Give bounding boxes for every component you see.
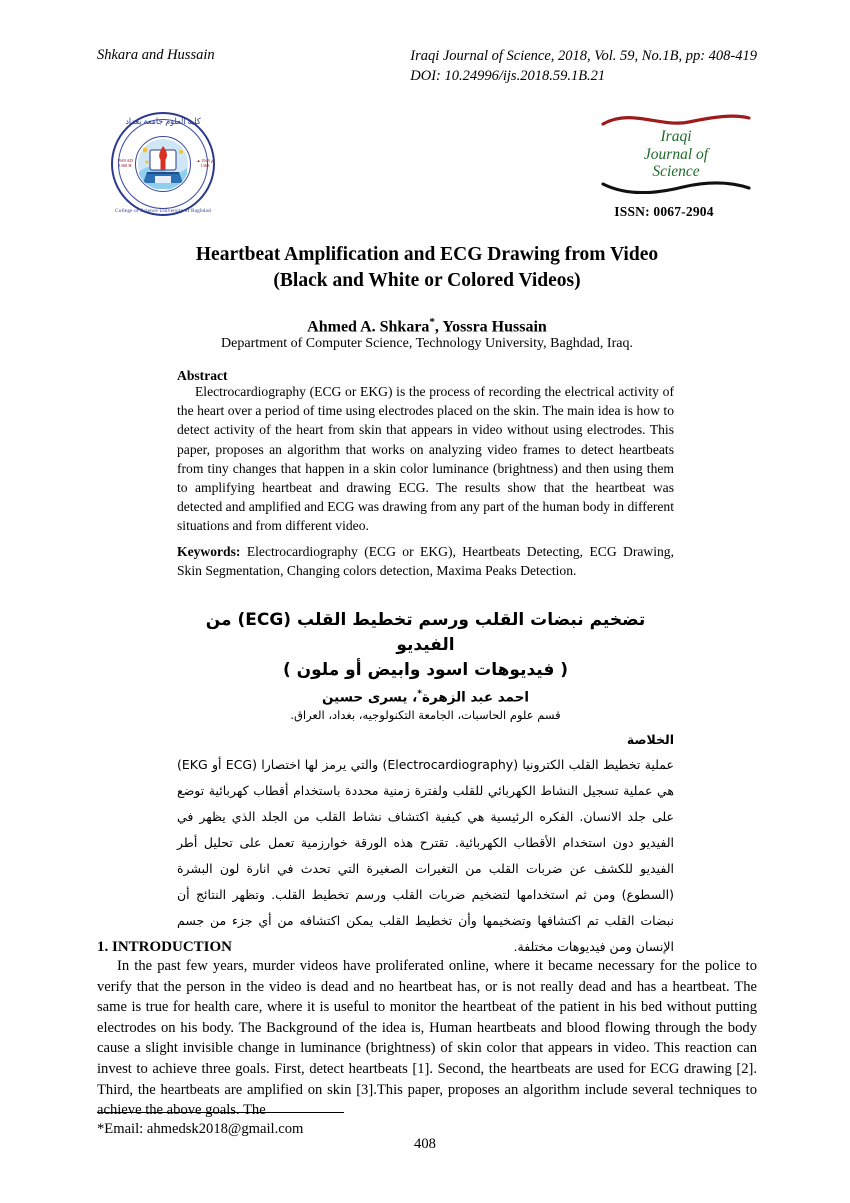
journal-logo-line1: Iraqi <box>660 128 692 145</box>
seal-torch-emblem <box>137 138 189 190</box>
arabic-author-list <box>177 684 674 708</box>
journal-citation-line: Iraqi Journal of Science, 2018, Vol. 59, No.1B, pp: 408-419 <box>410 48 757 64</box>
running-head <box>97 46 757 86</box>
author-affiliation: Department of Computer Science, Technology University, Baghdad, Iraq. <box>221 336 633 351</box>
abstract-heading: Abstract <box>177 368 228 383</box>
running-head-authors: Shkara and Hussain <box>97 47 215 63</box>
keywords-block <box>177 542 674 580</box>
arabic-affiliation: قسم علوم الحاسبات، الجامعة التكنولوجيه، بغداد، العراق. <box>290 708 561 722</box>
issn-label: ISSN: 0067-2904 <box>614 204 714 219</box>
title-line-2: (Black and White or Colored Videos) <box>273 270 581 291</box>
author-secondary: , Yossra Hussain <box>434 318 547 336</box>
keywords-label: Keywords: <box>177 544 241 559</box>
keywords-text: Electrocardiography (ECG or EKG), Heartbeats Detecting, ECG Drawing, Skin Segmentation, Changing colors detection, Maxima Peaks Detection. <box>177 544 674 579</box>
arabic-title <box>177 608 674 683</box>
introduction-text: In the past few years, murder videos have proliferated online, where it became necessary for the police to verify that the person in the video is dead and no heartbeat has, or is not really dead and has a heartbeat. The same is true for health care, where it is useful to monitor the heartbeat of the patient in his bed without putting electrodes on his body. The Background of the idea is, Human heartbeats and blood flowing through the body cause a slight invisible change in luminance (brightness) of skin color that appears in video. This reaction can invest to achieve three goals. First, detect heartbeats [1]. Second, the heartbeats are used for ECG drawing [2]. Third, the heartbeats are amplified on skin [3].This paper, proposes an algorithm include several techniques to achieve the above goals. The <box>97 958 757 1119</box>
seal-latin-text: College of Science University of Baghdad <box>115 208 211 214</box>
arabic-abstract-heading: الخلاصة <box>626 732 674 747</box>
running-head-citation <box>410 46 757 86</box>
logo-band <box>97 108 757 236</box>
page-number: 408 <box>414 1136 436 1152</box>
doi-line: DOI: 10.24996/ijs.2018.59.1B.21 <box>410 68 606 84</box>
seal-year-right: م 1949 هـ 1368 <box>196 158 214 168</box>
arabic-title-line-1: تضخيم نبضات القلب ورسم تخطيط القلب (ECG) من الفيديو <box>205 610 646 655</box>
abstract-text: Electrocardiography (ECG or EKG) is the process of recording the electrical activity of the heart over a period of time using electrodes placed on the skin. The main idea is how to detect activity of the heart from skin that appears in video without using electrodes. This paper, proposes an algorithm that works on analyzing video frames to detect heartbeats from tiny changes that happen in a skin color luminance (brightness) and then using them to amplifying heartbeat and drawing ECG. The results show that the heartbeat was detected and amplified and ECG was drawing from any part of the human body in different situations and from different video. <box>177 384 674 534</box>
corresponding-email: *Email: ahmedsk2018@gmail.com <box>97 1121 304 1137</box>
arabic-title-line-2: ( فيديوهات اسود وابيض أو ملون ) <box>282 660 569 680</box>
logo-wave-bottom-icon <box>601 174 751 194</box>
author-primary: Ahmed A. Shkara <box>307 318 430 336</box>
footnote-rule <box>97 1112 344 1113</box>
arabic-author-primary: احمد عبد الزهرة <box>421 689 529 706</box>
journal-logo-line3: Science <box>652 163 700 180</box>
page-title <box>97 242 757 294</box>
corresponding-author-marker: * <box>429 316 435 328</box>
journal-logo-line2: Journal of <box>643 145 709 163</box>
title-line-1: Heartbeat Amplification and ECG Drawing from Video <box>195 244 659 265</box>
university-seal-logo <box>109 110 221 220</box>
arabic-author-secondary: ، يسرى حسين <box>322 689 418 706</box>
arabic-corresponding-marker: * <box>417 689 422 699</box>
seal-year-left: 1949 AD 1368 H <box>117 158 133 168</box>
seal-arabic-text: كلية العلوم جامعة بغداد <box>125 116 201 127</box>
section-heading-introduction: 1. INTRODUCTION <box>97 939 233 955</box>
journal-logo-text <box>597 128 755 181</box>
journal-logo <box>597 108 755 198</box>
arabic-abstract-text: عملية تخطيط القلب الكترونيا (Electrocardiography) والتي يرمز لها اختصارا (ECG أو EKG) هي عملية تسجيل النشاط الكهربائي للقلب ولفترة زمنية محددة باستخدام أقطاب كهربائية توضع على جلد الانسان. الفكره الرئيسية هي كيفية اكتشاف نشاط القلب من الجلد الذي يظهر في الفيديو دون استخدام الأقطاب الكهربائية. تقترح هذه الورقة خوارزمية تعمل على تحليل أطر الفيديو للكشف عن ضربات القلب من التغيرات الصغيرة التي تحدث في انارة لون البشرة (السطوع) ومن ثم استخدامها لتضخيم ضربات القلب ورسم تخطيط القلب. وتظهر النتائج أن نبضات القلب تم اكتشافها وتضخيمها وأن تخطيط القلب يمكن اكتشافه من أي جزء من جسم الإنسان ومن فيديوهات مختلفة. <box>177 757 674 954</box>
